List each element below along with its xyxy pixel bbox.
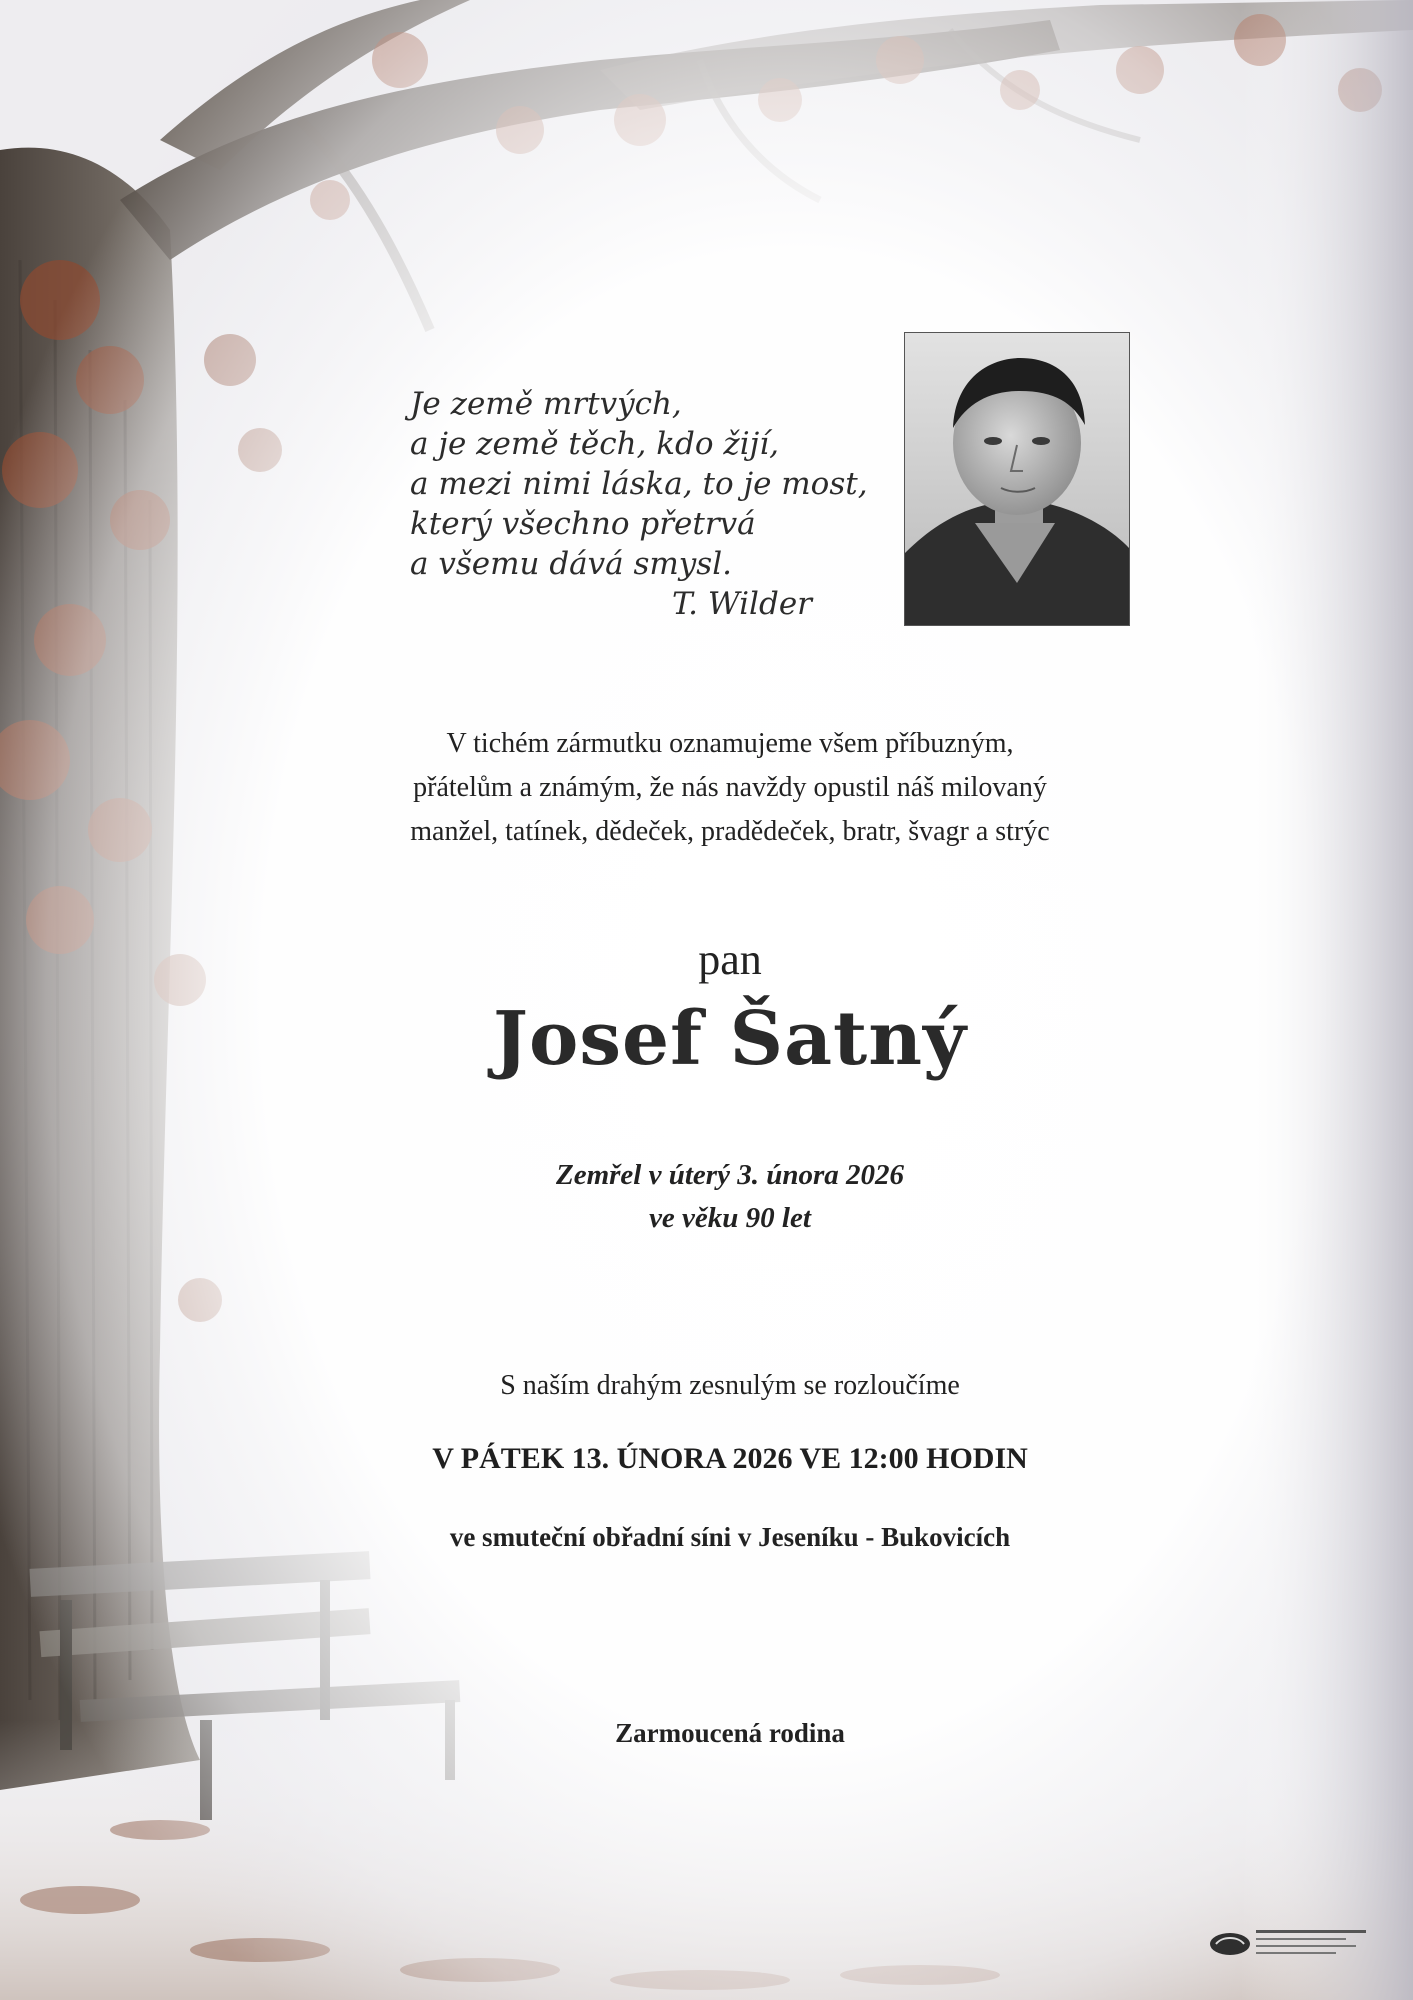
announcement-line: přátelům a známým, že nás navždy opustil náš milovaný <box>413 772 1047 803</box>
quote-line: Je země mrtvých, <box>410 386 682 422</box>
quote-line: a mezi nimi láska, to je most, <box>410 466 868 502</box>
quote-line: který všechno přetrvá <box>410 506 756 542</box>
death-info <box>380 1154 1080 1240</box>
death-date: Zemřel v úterý 3. února 2026 <box>556 1159 904 1191</box>
announcement-text <box>280 722 1180 854</box>
ceremony-place: ve smuteční obřadní síni v Jeseníku - Bukovicích <box>449 1522 1011 1552</box>
portrait-photo <box>904 332 1130 626</box>
ceremony-date: V PÁTEK 13. ÚNORA 2026 VE 12:00 HODIN <box>432 1442 1028 1475</box>
death-age: ve věku 90 let <box>649 1202 811 1234</box>
funeral-service-logo <box>1208 1922 1388 1962</box>
memorial-quote <box>410 384 930 624</box>
signoff: Zarmoucená rodina <box>615 1718 845 1748</box>
quote-line: a všemu dává smysl. <box>410 546 732 582</box>
deceased-title: pan <box>698 935 762 984</box>
quote-author: T. Wilder <box>672 586 812 622</box>
deceased-name: Josef Šatný <box>492 996 968 1082</box>
farewell-intro: S naším drahým zesnulým se rozloučíme <box>500 1370 960 1401</box>
quote-line: a je země těch, kdo žijí, <box>410 426 780 462</box>
announcement-line: manžel, tatínek, dědeček, pradědeček, bratr, švagr a strýc <box>410 816 1050 847</box>
portrait-image <box>905 333 1129 625</box>
announcement-line: V tichém zármutku oznamujeme všem příbuzným, <box>446 728 1014 759</box>
